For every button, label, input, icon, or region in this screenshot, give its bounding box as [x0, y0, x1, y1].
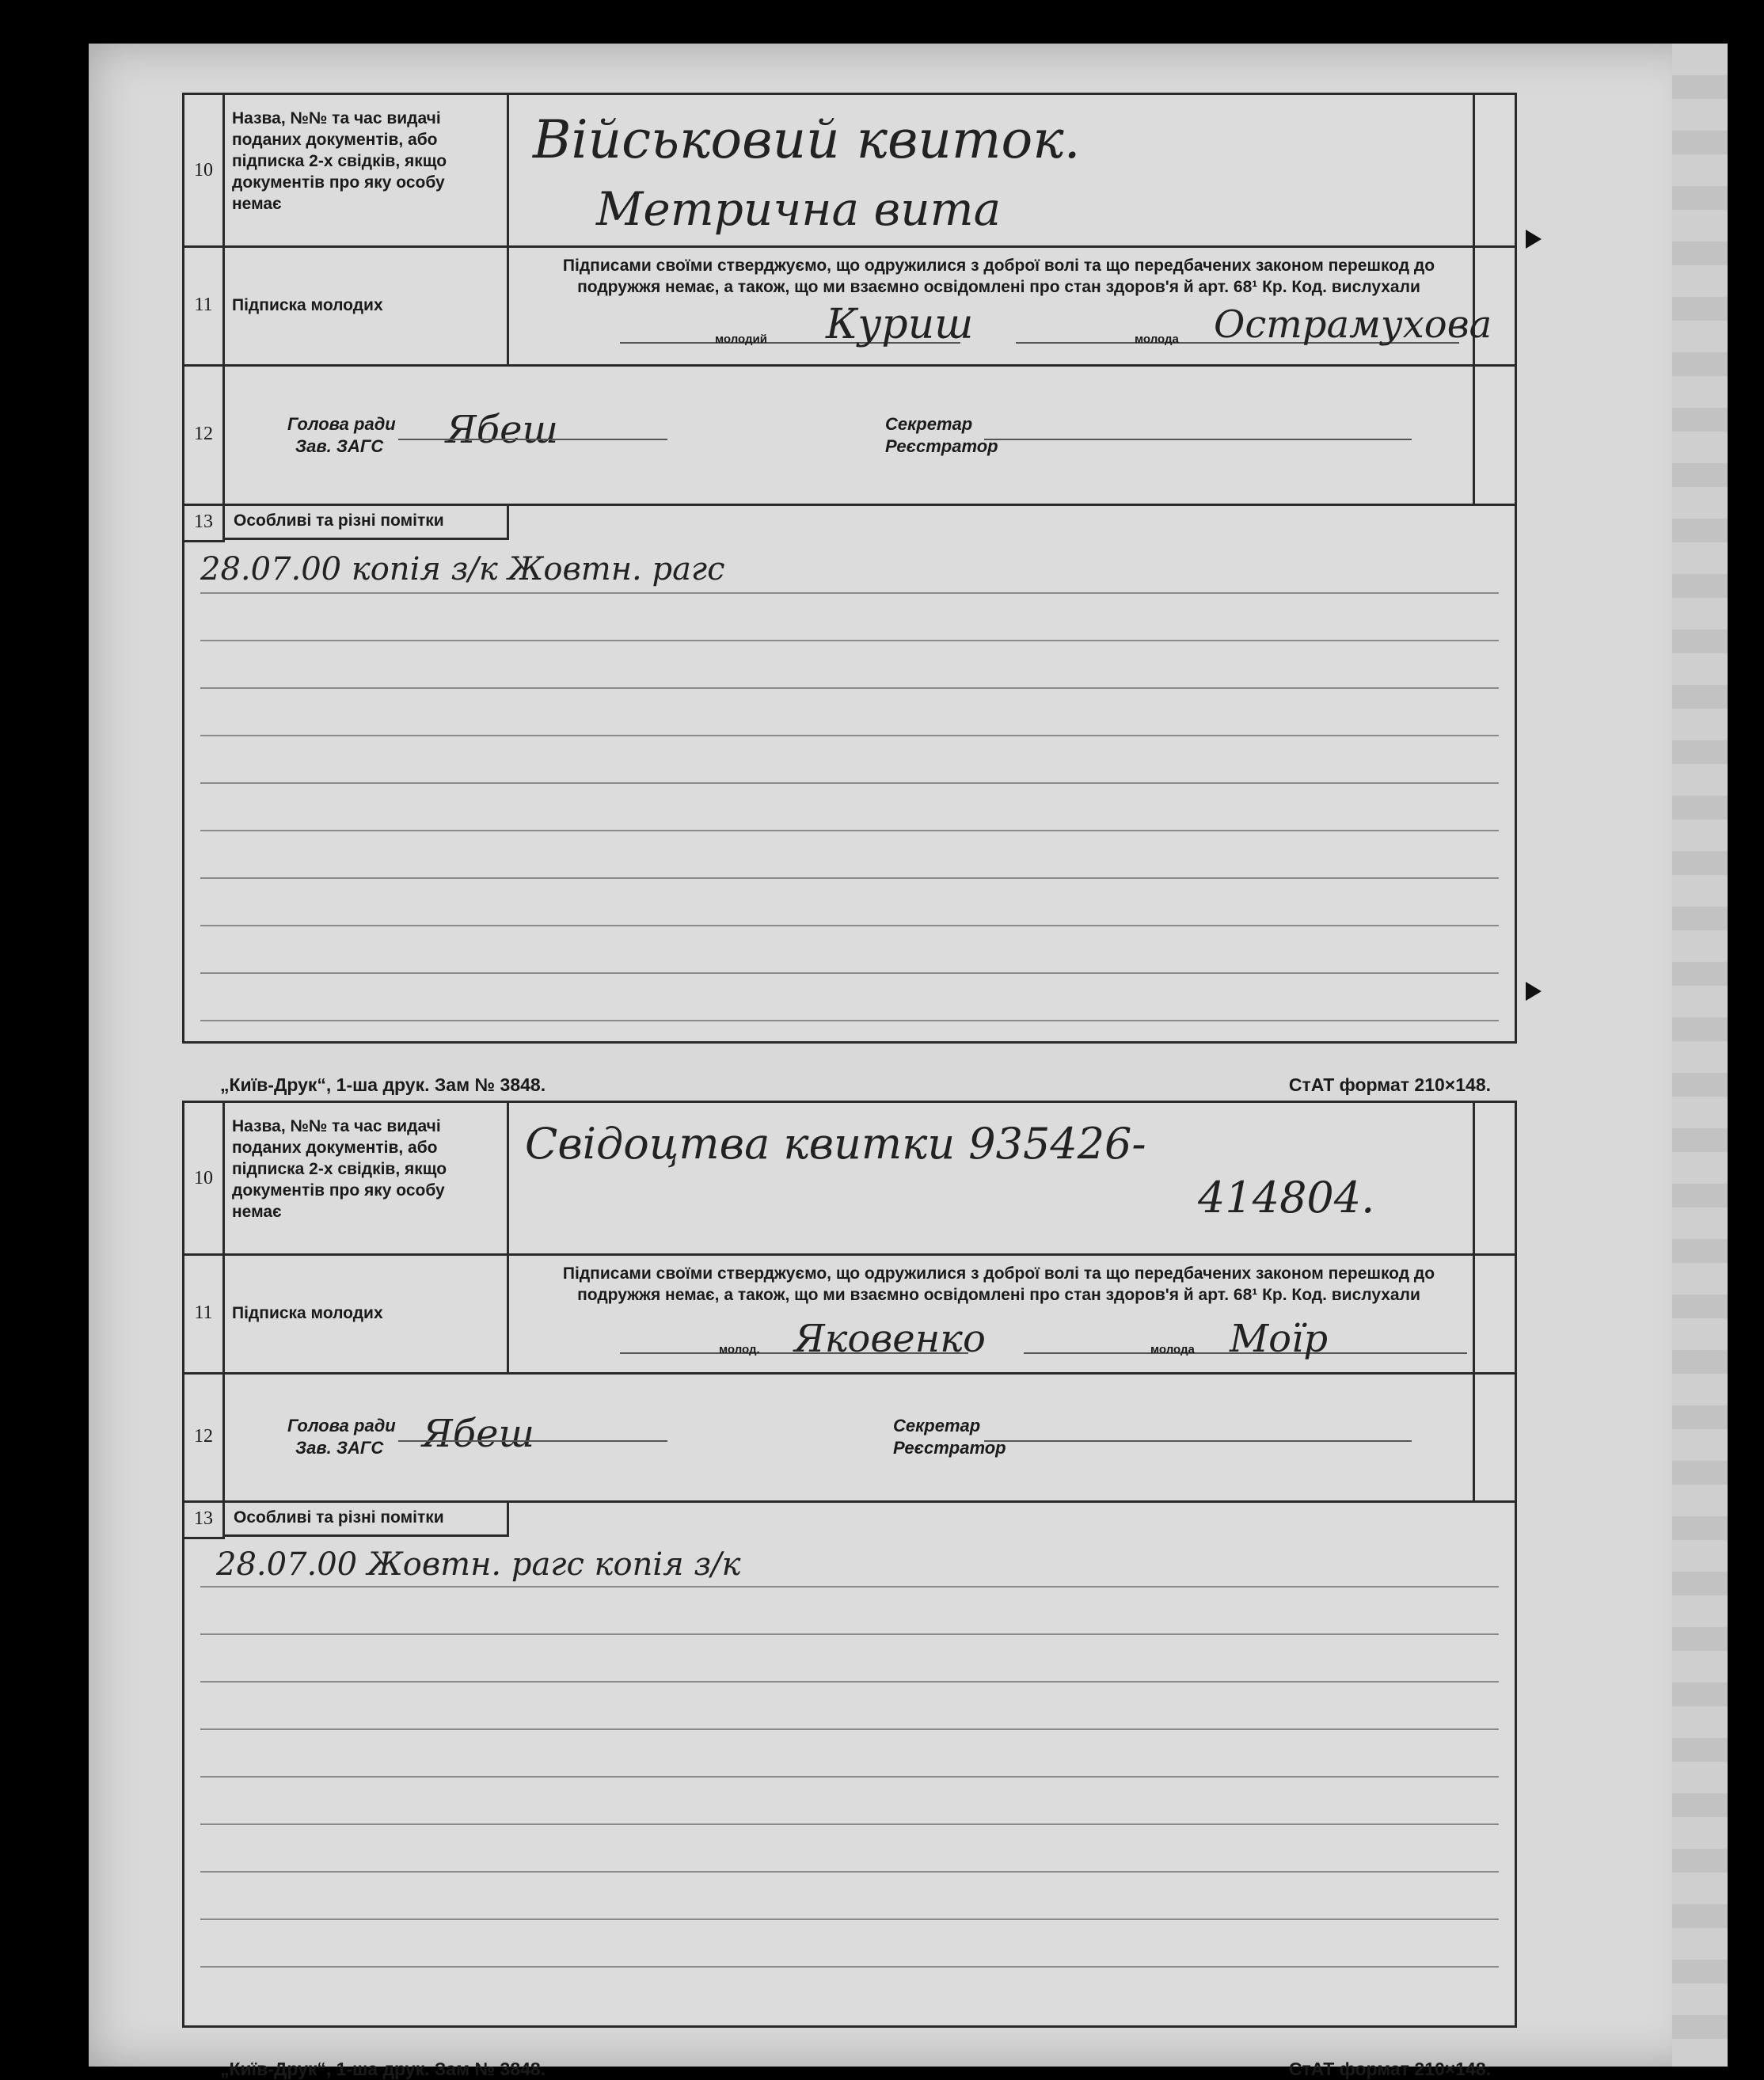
- format-imprint: СтАТ формат 210×148.: [1288, 1074, 1491, 1095]
- bride-signature: Моїр: [1230, 1317, 1329, 1361]
- row-label: Назва, №№ та час видачі поданих документів, або підписка 2-х свідків, якщо документів про яку особу немає: [222, 1103, 509, 1253]
- row-label: Назва, №№ та час видачі поданих документів, або підписка 2-х свідків, якщо документів про яку особу немає: [222, 95, 509, 245]
- torn-edge: [1672, 44, 1728, 2067]
- row-number: 12: [184, 1372, 225, 1500]
- chair-signature: Ябеш: [422, 1412, 534, 1456]
- marriage-record-form-2: [182, 1101, 1517, 2079]
- groom-caption: молод.: [719, 1343, 760, 1356]
- printer-imprint: „Київ-Друк“, 1-ша друк. Зам № 3848.: [220, 1074, 546, 1095]
- row-11-signatures: [184, 1253, 1515, 1375]
- row-label: Підписка молодих: [222, 245, 509, 364]
- handwritten-document-name: Військовий квиток.: [533, 109, 1081, 170]
- chair-signature-line: [398, 1440, 667, 1442]
- row-label: Особливі та різні помітки: [222, 504, 509, 540]
- row-label: Підписка молодих: [222, 1253, 509, 1372]
- row-number: 10: [184, 1103, 225, 1253]
- groom-caption: молодий: [715, 333, 767, 346]
- declaration-text: Підписами своїми стверджуємо, що одружилися з доброї волі та що передбачених законом перешкод до подружжя немає, а також, що ми взаємно освідомлені про стан здоров'я й арт. 68¹ Кр. Код. вислухали: [562, 1264, 1435, 1304]
- chair-signature-line: [398, 439, 667, 440]
- handwritten-document-number: 414804.: [1198, 1173, 1375, 1223]
- row-value: [509, 1103, 1475, 1253]
- handwritten-document-name: Свідоцтва квитки 935426-: [525, 1119, 1146, 1169]
- right-border: [1473, 1372, 1475, 1500]
- row-12-officials: [184, 364, 1515, 506]
- row-12-officials: [184, 1372, 1515, 1503]
- row-11-signatures: [184, 245, 1515, 367]
- printer-imprint: „Київ-Друк“, 1-ша друк. Зам № 3848.: [220, 2059, 546, 2079]
- margin-mark: [1526, 230, 1542, 249]
- row-value: [509, 1253, 1475, 1372]
- margin-mark: [1526, 982, 1542, 1001]
- ruled-line: [200, 1586, 1499, 1588]
- row-13-notes: [184, 1500, 1515, 2025]
- ruled-line: [200, 1823, 1499, 1825]
- row-value: [509, 245, 1492, 364]
- ruled-line: [200, 1633, 1499, 1635]
- ruled-line: [200, 1918, 1499, 1920]
- ruled-line: [200, 925, 1499, 926]
- groom-signature: Яковенко: [794, 1317, 986, 1361]
- format-imprint: СтАТ формат 210×148.: [1288, 2059, 1491, 2079]
- bride-signature: Острамухова: [1214, 302, 1492, 347]
- secretary-signature-line: [984, 1440, 1412, 1442]
- row-number: 11: [184, 245, 225, 364]
- chair-label: Голова ради: [287, 1416, 396, 1435]
- ruled-line: [200, 972, 1499, 974]
- handwritten-note: 28.07.00 копія з/к Жовтн. рагс: [200, 551, 725, 587]
- ruled-line: [200, 1776, 1499, 1778]
- ruled-line: [200, 830, 1499, 831]
- row-number: 13: [184, 1500, 225, 1539]
- handwritten-document-name-2: Метрична вита: [596, 182, 1002, 236]
- zags-label: Зав. ЗАГС: [295, 1438, 384, 1458]
- ruled-line: [200, 592, 1499, 594]
- row-value: [509, 95, 1475, 245]
- ruled-line: [200, 640, 1499, 641]
- document-sheet: [89, 44, 1704, 2079]
- ruled-line: [200, 735, 1499, 736]
- secretary-signature-line: [984, 439, 1412, 440]
- secretary-label: Секретар: [893, 1416, 981, 1435]
- row-number: 10: [184, 95, 225, 245]
- ruled-line: [200, 1020, 1499, 1021]
- row-13-notes: [184, 504, 1515, 1041]
- marriage-record-form-1: [182, 93, 1517, 1095]
- handwritten-note: 28.07.00 Жовтн. рагс копія з/к: [216, 1546, 741, 1583]
- right-border: [1473, 364, 1475, 504]
- secretary-label: Секретар: [885, 414, 973, 434]
- ruled-line: [200, 782, 1499, 784]
- ruled-line: [200, 1728, 1499, 1730]
- chair-signature: Ябеш: [446, 408, 558, 452]
- ruled-line: [200, 1966, 1499, 1968]
- registrar-label: Реєстратор: [885, 436, 998, 456]
- ruled-line: [200, 1681, 1499, 1683]
- row-label: Особливі та різні помітки: [222, 1500, 509, 1537]
- ruled-line: [200, 687, 1499, 689]
- bride-caption: молода: [1150, 1343, 1195, 1356]
- row-10-documents: [184, 1103, 1515, 1256]
- registrar-label: Реєстратор: [893, 1438, 1006, 1458]
- row-number: 12: [184, 364, 225, 504]
- row-number: 11: [184, 1253, 225, 1372]
- bride-caption: молода: [1135, 333, 1179, 346]
- groom-signature: Куриш: [826, 301, 974, 348]
- row-10-documents: [184, 95, 1515, 248]
- chair-label: Голова ради: [287, 414, 396, 434]
- ruled-line: [200, 877, 1499, 879]
- ruled-line: [200, 1871, 1499, 1873]
- zags-label: Зав. ЗАГС: [295, 436, 384, 456]
- declaration-text: Підписами своїми стверджуємо, що одружилися з доброї волі та що передбачених законом перешкод до подружжя немає, а також, що ми взаємно освідомлені про стан здоров'я й арт. 68¹ Кр. Код. вислухали: [562, 257, 1435, 296]
- row-number: 13: [184, 504, 225, 542]
